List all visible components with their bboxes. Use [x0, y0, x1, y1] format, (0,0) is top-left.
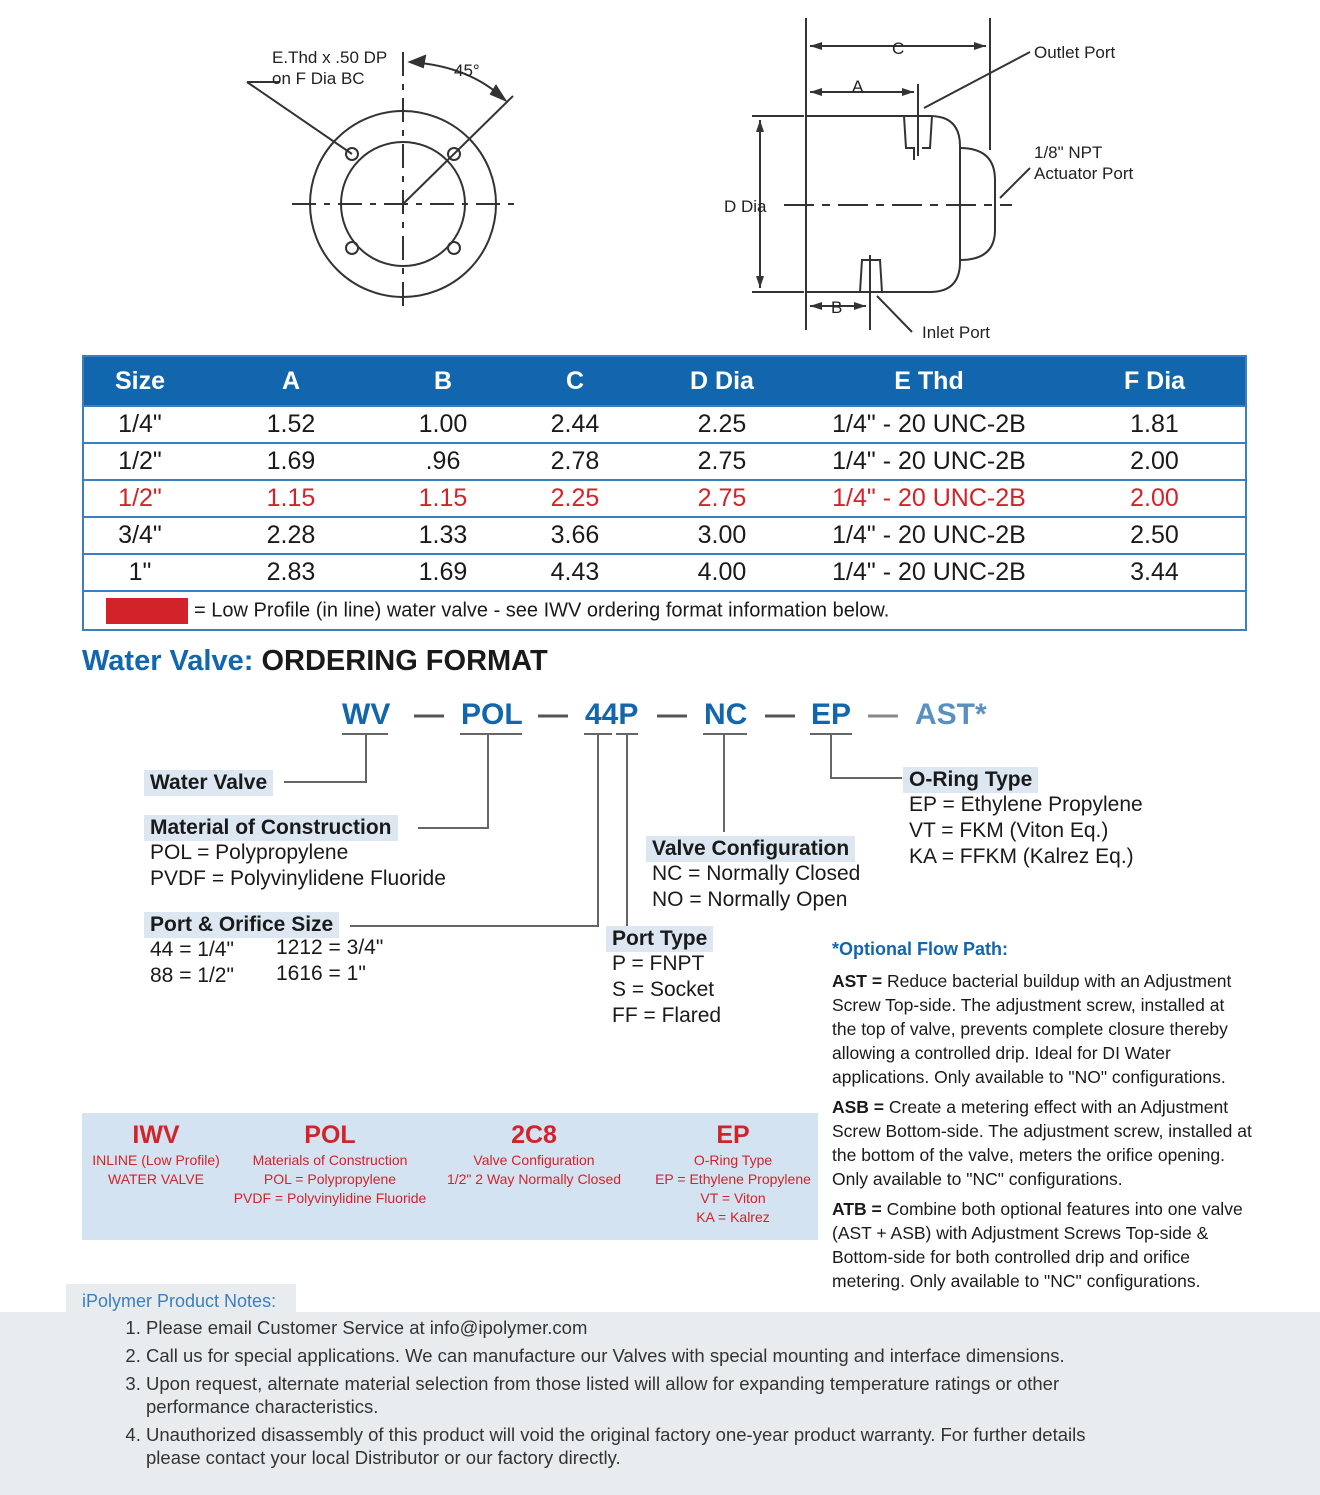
code-dash: —: [868, 698, 898, 731]
dim-a-label: A: [852, 77, 864, 96]
table-cell: 2.25: [650, 406, 794, 443]
table-cell: 3.66: [500, 517, 650, 554]
oring-option: VT = FKM (Viton Eq.): [909, 819, 1109, 842]
iwv-desc: Valve Configuration: [473, 1152, 595, 1168]
table-cell: 2.00: [1064, 480, 1245, 517]
flow-option-key: ASB =: [832, 1097, 885, 1117]
table-cell: 2.44: [500, 406, 650, 443]
col-header: C: [500, 357, 650, 406]
product-notes: [0, 1312, 1320, 1495]
note-text: Call us for special applications. We can manufacture our Valves with special mounting and interface dimensions.: [146, 1345, 1065, 1366]
table-cell: 3/4": [84, 517, 196, 554]
inlet-port-label: Inlet Port: [922, 323, 991, 342]
table-cell: 2.00: [1064, 443, 1245, 480]
col-header: D Dia: [650, 357, 794, 406]
note-item: [146, 1344, 1320, 1367]
table-cell: 1.15: [386, 480, 500, 517]
table-cell: 1/2": [84, 480, 196, 517]
table-cell: 1/4" - 20 UNC-2B: [794, 554, 1064, 591]
legend-text: = Low Profile (in line) water valve - see IWV ordering format information below.: [194, 599, 890, 622]
note-text: Upon request, alternate material selection from those listed will allow for expanding temperature ratings or other performance characteristics.: [146, 1373, 1060, 1417]
flow-option-text: Create a metering effect with an Adjustment Screw Bottom-side. The adjustment screw, installed at the bottom of the valve, meters the orifice opening. Only available to "NC" configurations.: [832, 1097, 1252, 1189]
port-orifice-label: Port & Orifice Size: [144, 912, 339, 938]
port-type-option: FF = Flared: [612, 1004, 722, 1027]
code-wv: WV: [342, 698, 391, 731]
optional-flow-path: [832, 937, 1252, 1299]
iwv-desc: EP = Ethylene Propylene: [655, 1171, 811, 1187]
actuator-port-line1: 1/8" NPT: [1034, 143, 1103, 162]
orifice-option: 44 = 1/4": [150, 938, 234, 961]
col-header: E Thd: [794, 357, 1064, 406]
oring-label: O-Ring Type: [903, 767, 1038, 793]
iwv-desc: POL = Polypropylene: [263, 1171, 397, 1187]
col-header: B: [386, 357, 500, 406]
material-option: PVDF = Polyvinylidene Fluoride: [150, 867, 446, 890]
iwv-desc: WATER VALVE: [108, 1171, 204, 1187]
code-ep: EP: [811, 698, 852, 731]
thread-note-line2: on F Dia BC: [272, 69, 365, 88]
table-cell: 3.44: [1064, 554, 1245, 591]
iwv-desc: KA = Kalrez: [696, 1209, 770, 1225]
iwv-column: [648, 1121, 818, 1226]
iwv-ordering-box: [82, 1113, 818, 1240]
material-label: Material of Construction: [144, 815, 398, 841]
iwv-code: 2C8: [511, 1121, 557, 1149]
code-size: 44P: [585, 698, 639, 731]
port-type-option: P = FNPT: [612, 952, 705, 975]
iwv-desc: O-Ring Type: [693, 1152, 773, 1168]
table-cell: 1.00: [386, 406, 500, 443]
flow-option-key: AST =: [832, 971, 883, 991]
dim-c-label: C: [892, 39, 905, 58]
iwv-column: [442, 1121, 626, 1188]
oring-option: EP = Ethylene Propylene: [909, 793, 1143, 816]
table-cell: 2.75: [650, 443, 794, 480]
table-cell: 1.52: [196, 406, 386, 443]
material-option: POL = Polypropylene: [150, 841, 349, 864]
col-header: A: [196, 357, 386, 406]
iwv-column: [230, 1121, 430, 1207]
table-cell: 1/4" - 20 UNC-2B: [794, 480, 1064, 517]
table-cell: 1.15: [196, 480, 386, 517]
table-cell: 1.81: [1064, 406, 1245, 443]
note-text: Please email Customer Service at info@ipolymer.com: [146, 1317, 588, 1338]
iwv-code: POL: [304, 1121, 356, 1149]
code-pol: POL: [461, 698, 523, 731]
iwv-desc: Materials of Construction: [252, 1152, 408, 1168]
table-cell: 2.78: [500, 443, 650, 480]
table-cell: 2.50: [1064, 517, 1245, 554]
code-dash: —: [765, 698, 795, 731]
code-dash: —: [414, 698, 444, 731]
valve-config-option: NC = Normally Closed: [652, 862, 861, 885]
iwv-desc: 1/2" 2 Way Normally Closed: [446, 1171, 622, 1187]
table-cell: 1.33: [386, 517, 500, 554]
thread-note-line1: E.Thd x .50 DP: [272, 48, 388, 67]
flow-option: [832, 1197, 1252, 1293]
table-cell: 1/4": [84, 406, 196, 443]
dim-d-label: D Dia: [724, 197, 767, 216]
iwv-code: EP: [716, 1121, 750, 1149]
table-cell: 1/4" - 20 UNC-2B: [794, 517, 1064, 554]
notes-title: iPolymer Product Notes:: [82, 1291, 277, 1311]
code-dash: —: [657, 698, 687, 731]
table-cell: 1.69: [386, 554, 500, 591]
code-dash: —: [538, 698, 568, 731]
table-cell: 2.75: [650, 480, 794, 517]
table-cell: 1": [84, 554, 196, 591]
note-item: [146, 1423, 1116, 1469]
actuator-port-line2: Actuator Port: [1034, 164, 1134, 183]
col-header: Size: [84, 357, 196, 406]
iwv-desc: INLINE (Low Profile): [92, 1152, 220, 1168]
table-cell: 2.28: [196, 517, 386, 554]
angle-label: 45°: [454, 61, 480, 80]
iwv-desc: PVDF = Polyvinylidine Fluoride: [233, 1190, 427, 1206]
flow-option-text: Combine both optional features into one valve (AST + ASB) with Adjustment Screws Top-side & Bottom-side for both controlled drip and orifice metering. Only available to "NC" configurations.: [832, 1199, 1243, 1291]
col-header: F Dia: [1064, 357, 1245, 406]
table-cell: .96: [386, 443, 500, 480]
port-type-option: S = Socket: [612, 978, 715, 1001]
orifice-option: 1212 = 3/4": [276, 936, 384, 959]
note-item: [146, 1372, 1086, 1418]
valve-config-option: NO = Normally Open: [652, 888, 848, 911]
port-type-label: Port Type: [606, 926, 713, 952]
iwv-desc: VT = Viton: [700, 1190, 766, 1206]
flow-option: [832, 1095, 1252, 1191]
table-cell: 1.69: [196, 443, 386, 480]
water-valve-label: Water Valve: [144, 770, 273, 796]
ordering-title-black: ORDERING FORMAT: [253, 645, 548, 677]
iwv-code: IWV: [132, 1121, 180, 1149]
table-cell: 2.83: [196, 554, 386, 591]
code-nc: NC: [704, 698, 748, 731]
orifice-option: 1616 = 1": [276, 962, 366, 985]
code-ast: AST*: [915, 698, 987, 731]
notes-list: [0, 1312, 1320, 1469]
table-cell: 1/2": [84, 443, 196, 480]
table-cell: 4.43: [500, 554, 650, 591]
orifice-option: 88 = 1/2": [150, 964, 234, 987]
table-cell: 4.00: [650, 554, 794, 591]
note-text: Unauthorized disassembly of this product will void the original factory one-year product warranty. For further details please contact your local Distributor or our factory directly.: [146, 1424, 1086, 1468]
valve-config-label: Valve Configuration: [646, 836, 855, 862]
table-cell: 1/4" - 20 UNC-2B: [794, 406, 1064, 443]
note-item: [146, 1316, 1320, 1339]
flow-option-key: ATB =: [832, 1199, 882, 1219]
dim-b-label: B: [831, 298, 843, 317]
optional-flow-heading: *Optional Flow Path:: [832, 939, 1008, 959]
table-cell: 1/4" - 20 UNC-2B: [794, 443, 1064, 480]
flow-option: [832, 969, 1252, 1089]
iwv-column: [84, 1121, 228, 1188]
oring-option: KA = FFKM (Kalrez Eq.): [909, 845, 1134, 868]
table-cell: 3.00: [650, 517, 794, 554]
outlet-port-label: Outlet Port: [1034, 43, 1116, 62]
ordering-title-blue: Water Valve:: [82, 645, 254, 677]
flow-option-text: Reduce bacterial buildup with an Adjustment Screw Top-side. The adjustment screw, installed at the top of valve, prevents complete closure thereby allowing a controlled drip. Ideal for DI Water applications. Only available to "NO" configurations.: [832, 971, 1232, 1087]
table-cell: 2.25: [500, 480, 650, 517]
